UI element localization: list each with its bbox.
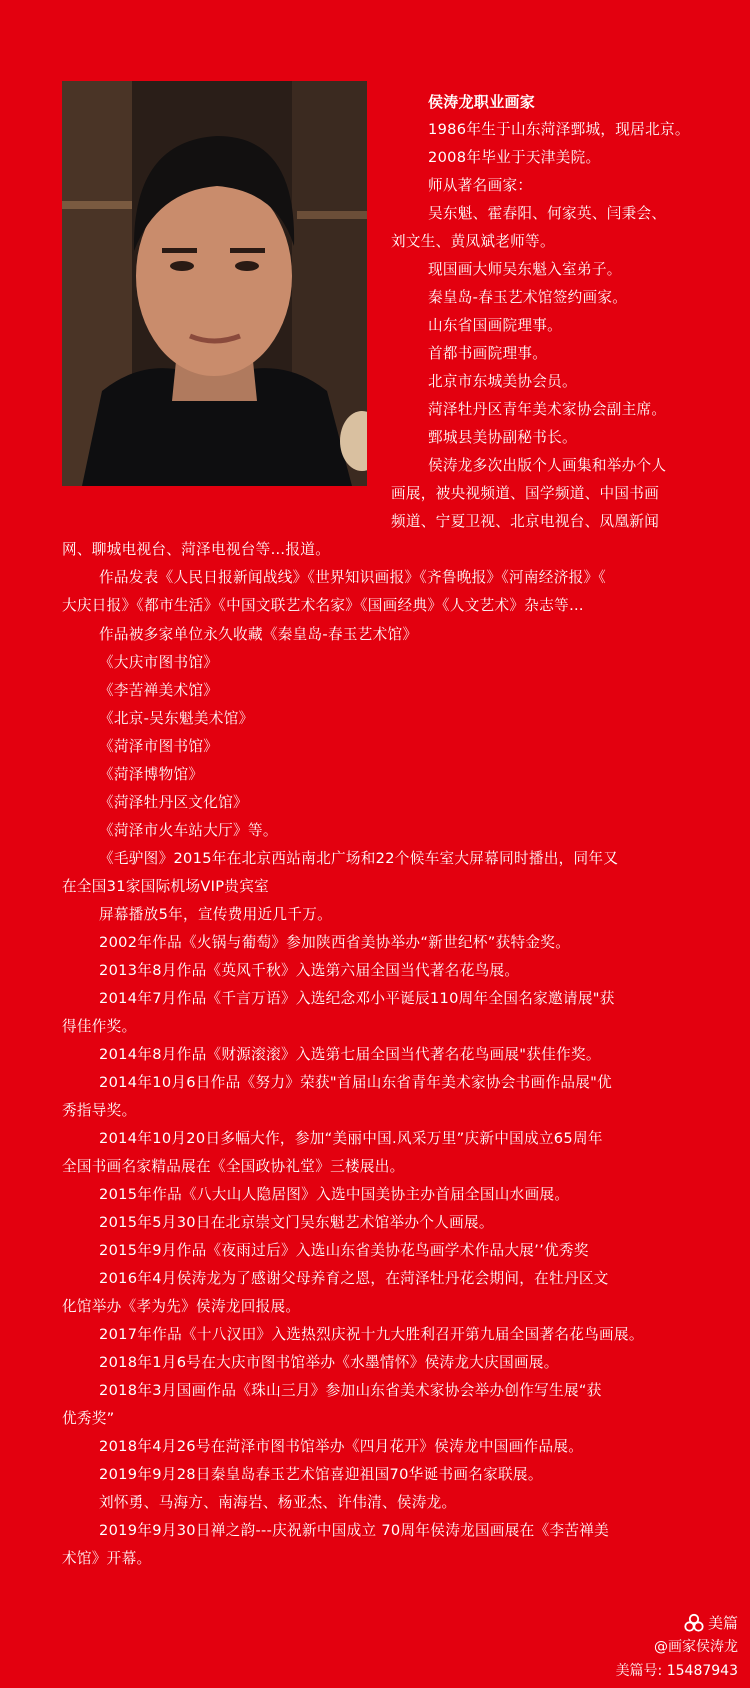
bio-line: 首都书画院理事。 (428, 345, 548, 362)
bio-line: 2014年7月作品《千言万语》入选纪念邓小平诞辰110周年全国名家邀请展"获 (99, 990, 615, 1007)
bio-line: 《菏泽牡丹区文化馆》 (99, 794, 248, 811)
bio-line: 全国书画名家精品展在《全国政协礼堂》三楼展出。 (62, 1158, 405, 1175)
bio-line: 《毛驴图》2015年在北京西站南北广场和22个候车室大屏幕同时播出，同年又 (99, 850, 619, 867)
bio-line: 优秀奖” (62, 1410, 115, 1427)
bio-line: 秦皇岛-春玉艺术馆签约画家。 (428, 289, 628, 306)
bio-line: 网、聊城电视台、菏泽电视台等…报道。 (62, 541, 331, 558)
bio-line: 《李苦禅美术馆》 (99, 682, 219, 699)
bio-line: 2018年1月6号在大庆市图书馆举办《水墨情怀》侯涛龙大庆国画展。 (99, 1354, 559, 1371)
bio-line: 1986年生于山东菏泽鄄城，现居北京。 (428, 121, 690, 138)
bio-line: 2014年8月作品《财源滚滚》入选第七届全国当代著名花鸟画展"获佳作奖。 (99, 1046, 601, 1063)
bio-line: 师从著名画家： (428, 177, 533, 194)
bio-line: 屏幕播放5年，宣传费用近几千万。 (99, 906, 332, 923)
bio-line: 刘文生、黄凤斌老师等。 (391, 233, 555, 250)
bio-line: 画展，被央视频道、国学频道、中国书画 (391, 485, 660, 502)
bio-line: 作品被多家单位永久收藏《秦皇岛-春玉艺术馆》 (99, 626, 418, 643)
watermark-id: 美篇号: 15487943 (615, 1663, 738, 1679)
bio-line: 侯涛龙多次出版个人画集和举办个人 (428, 457, 667, 474)
bio-line: 《菏泽博物馆》 (99, 766, 204, 783)
bio-line: 2002年作品《火锅与葡萄》参加陕西省美协举办“新世纪杯”获特金奖。 (99, 934, 571, 951)
bio-line: 2019年9月28日秦皇岛春玉艺术馆喜迎祖国70华诞书画名家联展。 (99, 1466, 543, 1483)
bio-line: 北京市东城美协会员。 (428, 373, 577, 390)
bio-line: 2013年8月作品《英风千秋》入选第六届全国当代著名花鸟展。 (99, 962, 520, 979)
bio-line: 术馆》开幕。 (62, 1550, 152, 1567)
bio-line: 得佳作奖。 (62, 1018, 137, 1035)
bio-line: 2017年作品《十八汉田》入选热烈庆祝十九大胜利召开第九届全国著名花鸟画展。 (99, 1326, 644, 1343)
bio-line: 《菏泽市火车站大厅》等。 (99, 822, 278, 839)
bio-line: 在全国31家国际机场VIP贵宾室 (62, 878, 269, 895)
bio-line: 大庆日报》《都市生活》《中国文联艺术名家》《国画经典》《人文艺术》杂志等… (62, 597, 584, 614)
bio-line: 鄄城县美协副秘书长。 (428, 429, 577, 446)
article-title: 侯涛龙职业画家 (428, 93, 536, 111)
bio-line: 《大庆市图书馆》 (99, 654, 219, 671)
bio-line: 现国画大师吴东魁入室弟子。 (428, 261, 622, 278)
bio-line: 2018年4月26号在菏泽市图书馆举办《四月花开》侯涛龙中国画作品展。 (99, 1438, 584, 1455)
bio-line: 《北京-吴东魁美术馆》 (99, 710, 254, 727)
watermark-brand-name: 美篇 (707, 1614, 738, 1632)
bio-line: 刘怀勇、马海方、南海岩、杨亚杰、许伟清、侯涛龙。 (99, 1494, 457, 1511)
bio-line: 2019年9月30日禅之韵---庆祝新中国成立 70周年侯涛龙国画展在《李苦禅美 (99, 1522, 610, 1539)
bio-line: 2018年3月国画作品《珠山三月》参加山东省美术家协会举办创作写生展“获 (99, 1382, 602, 1399)
bio-line: 2015年5月30日在北京崇文门吴东魁艺术馆举办个人画展。 (99, 1214, 494, 1231)
bio-line: 2015年作品《八大山人隐居图》入选中国美协主办首届全国山水画展。 (99, 1186, 570, 1203)
bio-line: 山东省国画院理事。 (428, 317, 563, 334)
bio-line: 2015年9月作品《夜雨过后》入选山东省美协花鸟画学术作品大展’’优秀奖 (99, 1242, 589, 1259)
watermark-brand (684, 1613, 738, 1633)
bio-line: 作品发表《人民日报新闻战线》《世界知识画报》《齐鲁晚报》《河南经济报》《 (99, 569, 606, 586)
bio-line: 2014年10月20日多幅大作，参加“美丽中国.风采万里”庆新中国成立65周年 (99, 1130, 603, 1147)
bio-line: 化馆举办《孝为先》侯涛龙回报展。 (62, 1298, 301, 1315)
watermark-author: @画家侯涛龙 (654, 1639, 738, 1655)
bio-line: 秀指导奖。 (62, 1102, 137, 1119)
meipian-logo-icon (684, 1613, 704, 1633)
portrait-photo (62, 81, 367, 486)
bio-line: 2016年4月侯涛龙为了感谢父母养育之恩，在菏泽牡丹花会期间，在牡丹区文 (99, 1270, 609, 1287)
bio-line: 2014年10月6日作品《努力》荣获"首届山东省青年美术家协会书画作品展"优 (99, 1074, 613, 1091)
bio-line: 2008年毕业于天津美院。 (428, 149, 601, 166)
bio-line: 《菏泽市图书馆》 (99, 738, 219, 755)
bio-line: 吴东魁、霍春阳、何家英、闫秉会、 (428, 205, 667, 222)
bio-line: 频道、宁夏卫视、北京电视台、凤凰新闻 (391, 513, 660, 530)
bio-line: 菏泽牡丹区青年美术家协会副主席。 (428, 401, 667, 418)
